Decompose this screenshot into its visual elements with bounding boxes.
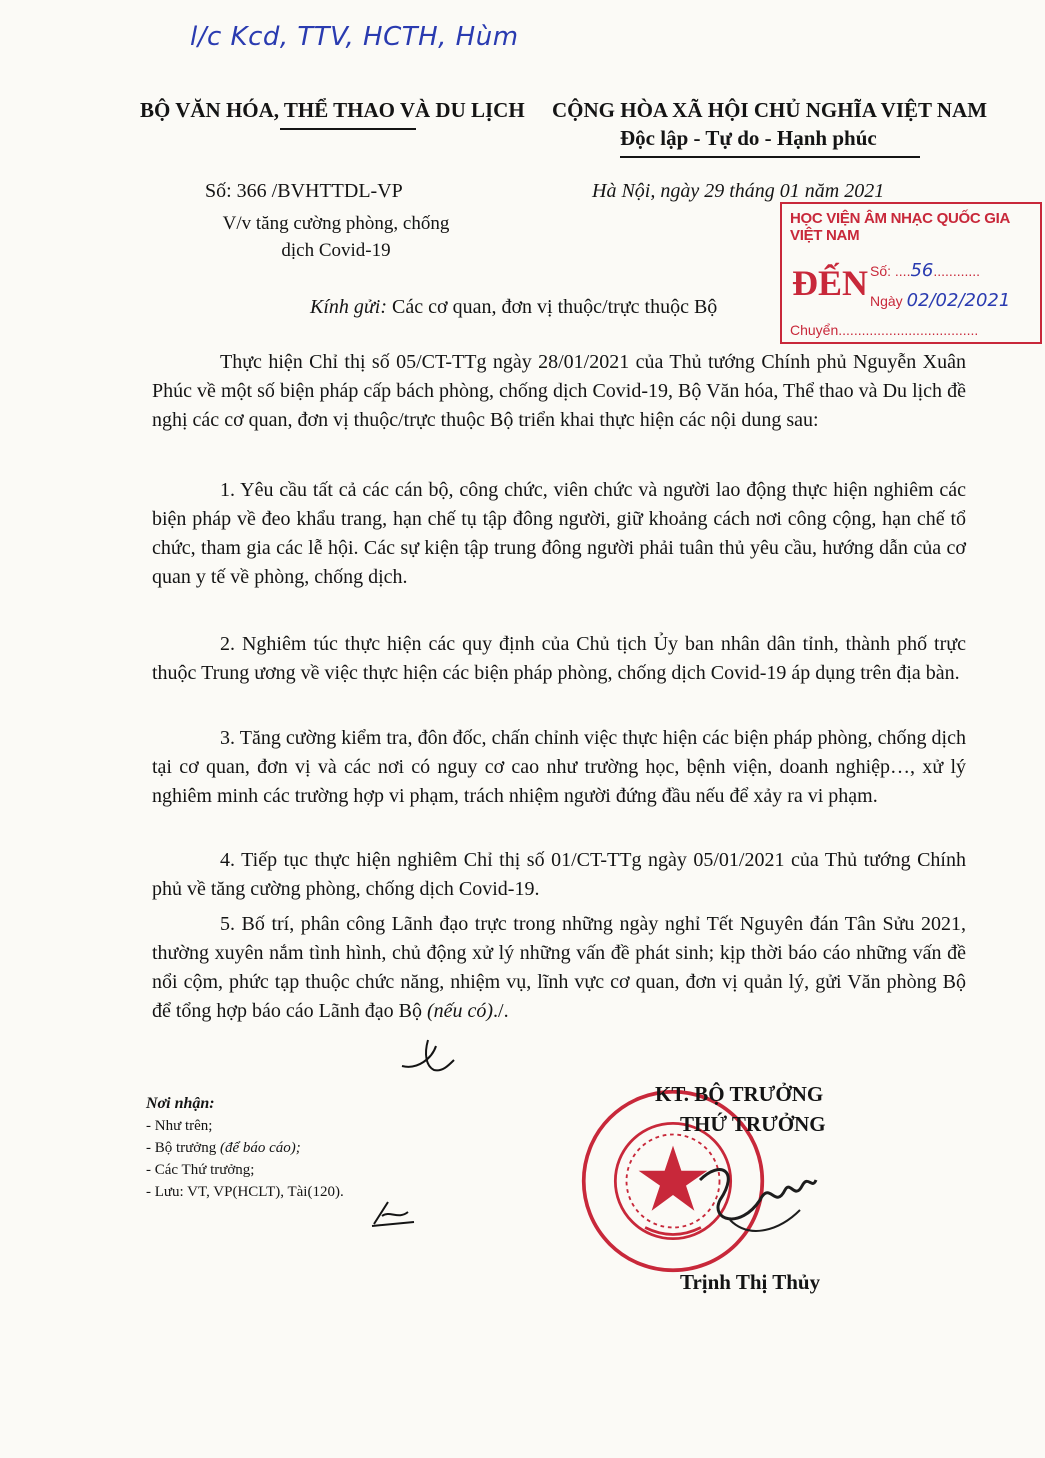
distribution-line-3: - Các Thứ trưởng; bbox=[146, 1162, 255, 1178]
subject-line-1: V/v tăng cường phòng, chống bbox=[222, 213, 450, 234]
recipients-label: Kính gửi: bbox=[310, 296, 388, 318]
motto bbox=[620, 126, 877, 151]
body-item-4 bbox=[152, 846, 966, 904]
item-3-text: 3. Tăng cường kiểm tra, đôn đốc, chấn chỉnh việc thực hiện các biện pháp phòng, chống dịch tại cơ quan, đơn vị và các nơi có nguy cơ cao như trường học, bệnh viện, doanh nghiệp…, xử lý nghiêm minh các trường hợp vi phạm, trách nhiệm người đứng đầu nếu để xảy ra vi phạm. bbox=[152, 727, 966, 807]
agency-name bbox=[140, 98, 525, 123]
intro-text: Thực hiện Chỉ thị số 05/CT-TTg ngày 28/01/2021 của Thủ tướng Chính phủ Nguyễn Xuân Phúc về một số biện pháp cấp bách phòng, chống dịch Covid-19, Bộ Văn hóa, Thể thao và Du lịch đề nghị các cơ quan, đơn vị thuộc/trực thuộc Bộ triển khai thực hiện các nội dung sau: bbox=[152, 351, 966, 431]
date-line: Hà Nội, ngày 29 tháng 01 năm 2021 bbox=[592, 180, 885, 202]
distribution-line-2-prefix: - Bộ trưởng bbox=[146, 1140, 217, 1156]
handwritten-signature-icon bbox=[690, 1150, 820, 1250]
stamp-title: HỌC VIỆN ÂM NHẠC QUỐC GIA VIỆT NAM bbox=[790, 210, 1010, 244]
motto-underline bbox=[620, 156, 920, 158]
stamp-so-label: Số: bbox=[870, 263, 892, 279]
stamp-chuyen-label: Chuyển bbox=[790, 322, 839, 338]
agency-underline bbox=[280, 128, 416, 130]
stamp-ngay-label: Ngày bbox=[870, 293, 903, 309]
stamp-den: ĐẾN bbox=[792, 263, 869, 303]
recipients-value: Các cơ quan, đơn vị thuộc/trực thuộc Bộ bbox=[392, 296, 718, 318]
stamp-chuyen-row: Chuyển.................................... bbox=[790, 322, 979, 338]
agency-name-text: BỘ VĂN HÓA, THỂ THAO VÀ DU LỊCH bbox=[140, 98, 525, 122]
stamp-so-row: Số: ....56............ bbox=[870, 260, 981, 281]
distribution-heading: Nơi nhận: bbox=[146, 1095, 215, 1112]
item-5-main: 5. Bố trí, phân công Lãnh đạo trực trong những ngày nghỉ Tết Nguyên đán Tân Sửu 2021, thường xuyên nắm tình hình, chủ động xử lý những vấn đề phát sinh; kịp thời báo cáo những vấn đề nổi cộm, phức tạp thuộc chức năng, nhiệm vụ, lĩnh vực cơ quan, đơn vị quản lý, gửi Văn phòng Bộ để tổng hợp báo cáo Lãnh đạo Bộ bbox=[152, 913, 966, 1022]
document-subject bbox=[198, 210, 474, 264]
distribution-line-2-note: (để báo cáo); bbox=[219, 1140, 301, 1156]
motto-text: Độc lập - Tự do - Hạnh phúc bbox=[620, 126, 877, 150]
stamp-ngay-value: 02/02/2021 bbox=[906, 290, 1011, 311]
item-5-end: ./. bbox=[493, 1000, 509, 1022]
body-intro bbox=[152, 348, 966, 435]
distribution-line-1: - Như trên; bbox=[146, 1118, 213, 1134]
distribution-list bbox=[146, 1093, 344, 1203]
item-2-text: 2. Nghiêm túc thực hiện các quy định của Chủ tịch Ủy ban nhân dân tỉnh, thành phố trực thuộc Trung ương về việc thực hiện các biện pháp phòng, chống dịch Covid-19 áp dụng trên địa bàn. bbox=[152, 633, 966, 684]
signer-name: Trịnh Thị Thủy bbox=[680, 1270, 821, 1294]
signature-title-2: THỨ TRƯỞNG bbox=[680, 1112, 826, 1136]
item-5-text bbox=[152, 910, 966, 1026]
recipients-line bbox=[310, 296, 717, 319]
item-5-note: (nếu có) bbox=[426, 1000, 494, 1022]
body-item-3 bbox=[152, 724, 966, 811]
item-1-text: 1. Yêu cầu tất cả các cán bộ, công chức, viên chức và người lao động thực hiện nghiêm các biện pháp về đeo khẩu trang, hạn chế tụ tập đông người, giữ khoảng cách nơi công cộng, hạn chế tổ chức, tham gia các lễ hội. Các sự kiện tập trung đông người phải tuân thủ yêu cầu, hướng dẫn của cơ quan y tế về phòng, chống dịch. bbox=[152, 479, 966, 588]
distribution-line-2 bbox=[146, 1137, 344, 1159]
document-number: Số: 366 /BVHTTDL-VP bbox=[205, 180, 403, 202]
signature-title-1: KT. BỘ TRƯỞNG bbox=[655, 1082, 824, 1106]
handwritten-note: l/c Kcd, TTV, HCTH, Hùm bbox=[190, 22, 519, 52]
item-4-text: 4. Tiếp tục thực hiện nghiêm Chỉ thị số 01/CT-TTg ngày 05/01/2021 của Thủ tướng Chính phủ về tăng cường phòng, chống dịch Covid-19. bbox=[152, 849, 966, 900]
stamp-ngay-row bbox=[870, 290, 1010, 311]
body-item-5 bbox=[152, 910, 966, 1026]
received-stamp bbox=[780, 202, 1042, 344]
stamp-so-value: 56 bbox=[910, 260, 934, 281]
nation-title: CỘNG HÒA XÃ HỘI CHỦ NGHĨA VIỆT NAM bbox=[552, 98, 988, 122]
subject-line-2: dịch Covid-19 bbox=[281, 240, 391, 261]
distribution-line-4: - Lưu: VT, VP(HCLT), Tài(120). bbox=[146, 1184, 344, 1200]
initial-mark-icon bbox=[398, 1036, 458, 1076]
clerk-initial-icon bbox=[368, 1196, 418, 1230]
body-item-1 bbox=[152, 476, 966, 592]
body-item-2 bbox=[152, 630, 966, 688]
